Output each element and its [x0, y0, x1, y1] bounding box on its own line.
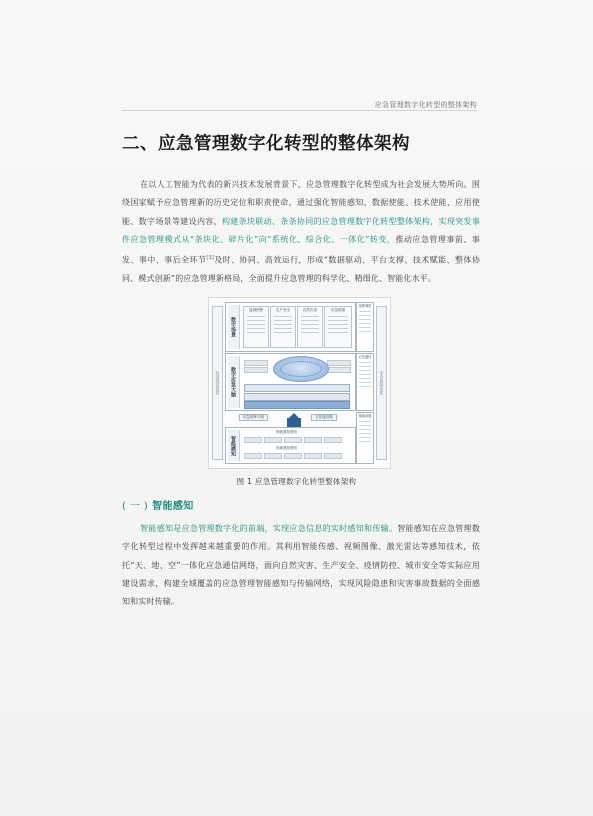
figure-bottom-row2-label: 视频感知网络 [276, 446, 297, 450]
subsection-number: ( 一 ) [122, 501, 149, 512]
paragraph-2-text: 智能感知在应急管理数字化转型过程中发挥越来越重要的作用。其利用智能传感、视频图像、激光雷达等感知技术，依托“天、地、空”一体化应急通信网络，面向自然灾害、生产安全、疫情防控、城市安全等实际应用建设需求，构建全域覆盖的应急管理智能感知与传输网络，实现风险隐患和灾害事故数据的全面感知和实时传输。 [122, 524, 481, 607]
figure-right-sidebar [376, 306, 387, 460]
figure-chip [304, 437, 322, 443]
figure-chip [324, 437, 342, 443]
figure-chip [284, 437, 302, 443]
figure-chip [304, 453, 322, 459]
figure-right-column-top-label: 指挥调度 [358, 304, 372, 308]
figure-card-label: 生产安全 [276, 308, 290, 312]
figure-layer-tag [228, 305, 240, 349]
paragraph-1-text-c: 及时、协同、高效运行，形成“数据驱动、平台支撑、技术赋能、整体协同、模式创新”的应急管理新格局，全面提升应急管理的科学化、精细化、智能化水平。 [122, 255, 480, 284]
figure-chip [244, 437, 262, 443]
figure-left-sidebar-label: 标准规范体系 [215, 371, 221, 395]
header-rule [122, 110, 477, 111]
figure-bar [244, 393, 350, 401]
paragraph-1 [122, 176, 480, 288]
brain-icon [273, 356, 329, 382]
figure-right-column-mid [356, 353, 374, 411]
figure-card-label: 应急救援 [331, 308, 345, 312]
figure-chip [244, 360, 268, 366]
figure-card [243, 306, 269, 348]
figure-chip [327, 367, 351, 373]
figure-card [324, 306, 352, 348]
figure-card-label: 自然灾害 [303, 308, 317, 312]
figure-chip [327, 360, 351, 366]
figure-layer-top-label: 数字场景 [230, 317, 236, 337]
figure-layer-digital-scene [225, 302, 356, 352]
figure-bar-highlight [244, 401, 350, 409]
figure-layer-middle-label: 数字应急大脑 [230, 367, 236, 397]
figure-right-column-top [356, 302, 374, 352]
paragraph-1-highlight: 构建条块联动、条条协同的应急管理数字化转型整体架构，实现突发事件应急管理模式从“条块化、碎片化”向“系统化、综合化、一体化”转变， [122, 216, 480, 244]
figure-right-sidebar-label: 安全保障体系 [379, 371, 385, 395]
paragraph-1-text-a: 在以人工智能为代表的新兴技术发展背景下，应急管理数字化转型成为社会发展大势所向。围绕国家赋予应急管理新的历史定位和职责使命，通过强化智能感知、数据使能、技术使能、应用使能、数字场景等建设内容， [122, 180, 480, 226]
paragraph-1-text-b: 推动应急管理事前、事发、事中、事后全环节 [122, 234, 480, 265]
figure-caption: 图 1 应急管理数字化转型整体架构 [236, 477, 357, 486]
figure-card [270, 306, 296, 348]
figure-net-right: 卫星通信网 [311, 414, 337, 421]
architecture-figure [208, 297, 391, 469]
figure-card-label: 监测预警 [249, 308, 263, 312]
figure-card [297, 306, 323, 348]
paragraph-2 [122, 520, 480, 611]
citation-superscript[interactable]: [3] [206, 255, 214, 262]
figure-chip [264, 453, 282, 459]
figure-right-column-bottom [356, 412, 374, 464]
subsection-heading [122, 497, 194, 512]
figure-chip [284, 453, 302, 459]
figure-chip [264, 437, 282, 443]
figure-bottom-row1-label: 物联感知网络 [276, 430, 297, 434]
figure-layer-tag [228, 356, 240, 408]
figure-bar [244, 384, 350, 392]
running-header: 应急管理数字化转型的整体架构 [374, 101, 477, 109]
figure-right-column-mid-label: 应急通信 [358, 355, 372, 359]
figure-left-sidebar [212, 306, 223, 460]
figure-chip [244, 367, 268, 373]
subsection-title: 智能感知 [152, 501, 194, 512]
paragraph-2-highlight: 智能感知是应急管理数字化的前端，实现应急信息的实时感知和传输。 [140, 524, 398, 533]
figure-layer-bottom-label: 智能感知 [230, 435, 236, 456]
figure-chip [324, 453, 342, 459]
figure-layer-tag [228, 430, 240, 461]
figure-layer-perception [225, 427, 356, 464]
section-title: 二、应急管理数字化转型的整体架构 [122, 134, 410, 154]
figure-right-column-bottom-label: 基础设施 [358, 414, 372, 418]
figure-chip [244, 453, 262, 459]
figure-net-left: 应急指挥专网 [239, 414, 268, 421]
